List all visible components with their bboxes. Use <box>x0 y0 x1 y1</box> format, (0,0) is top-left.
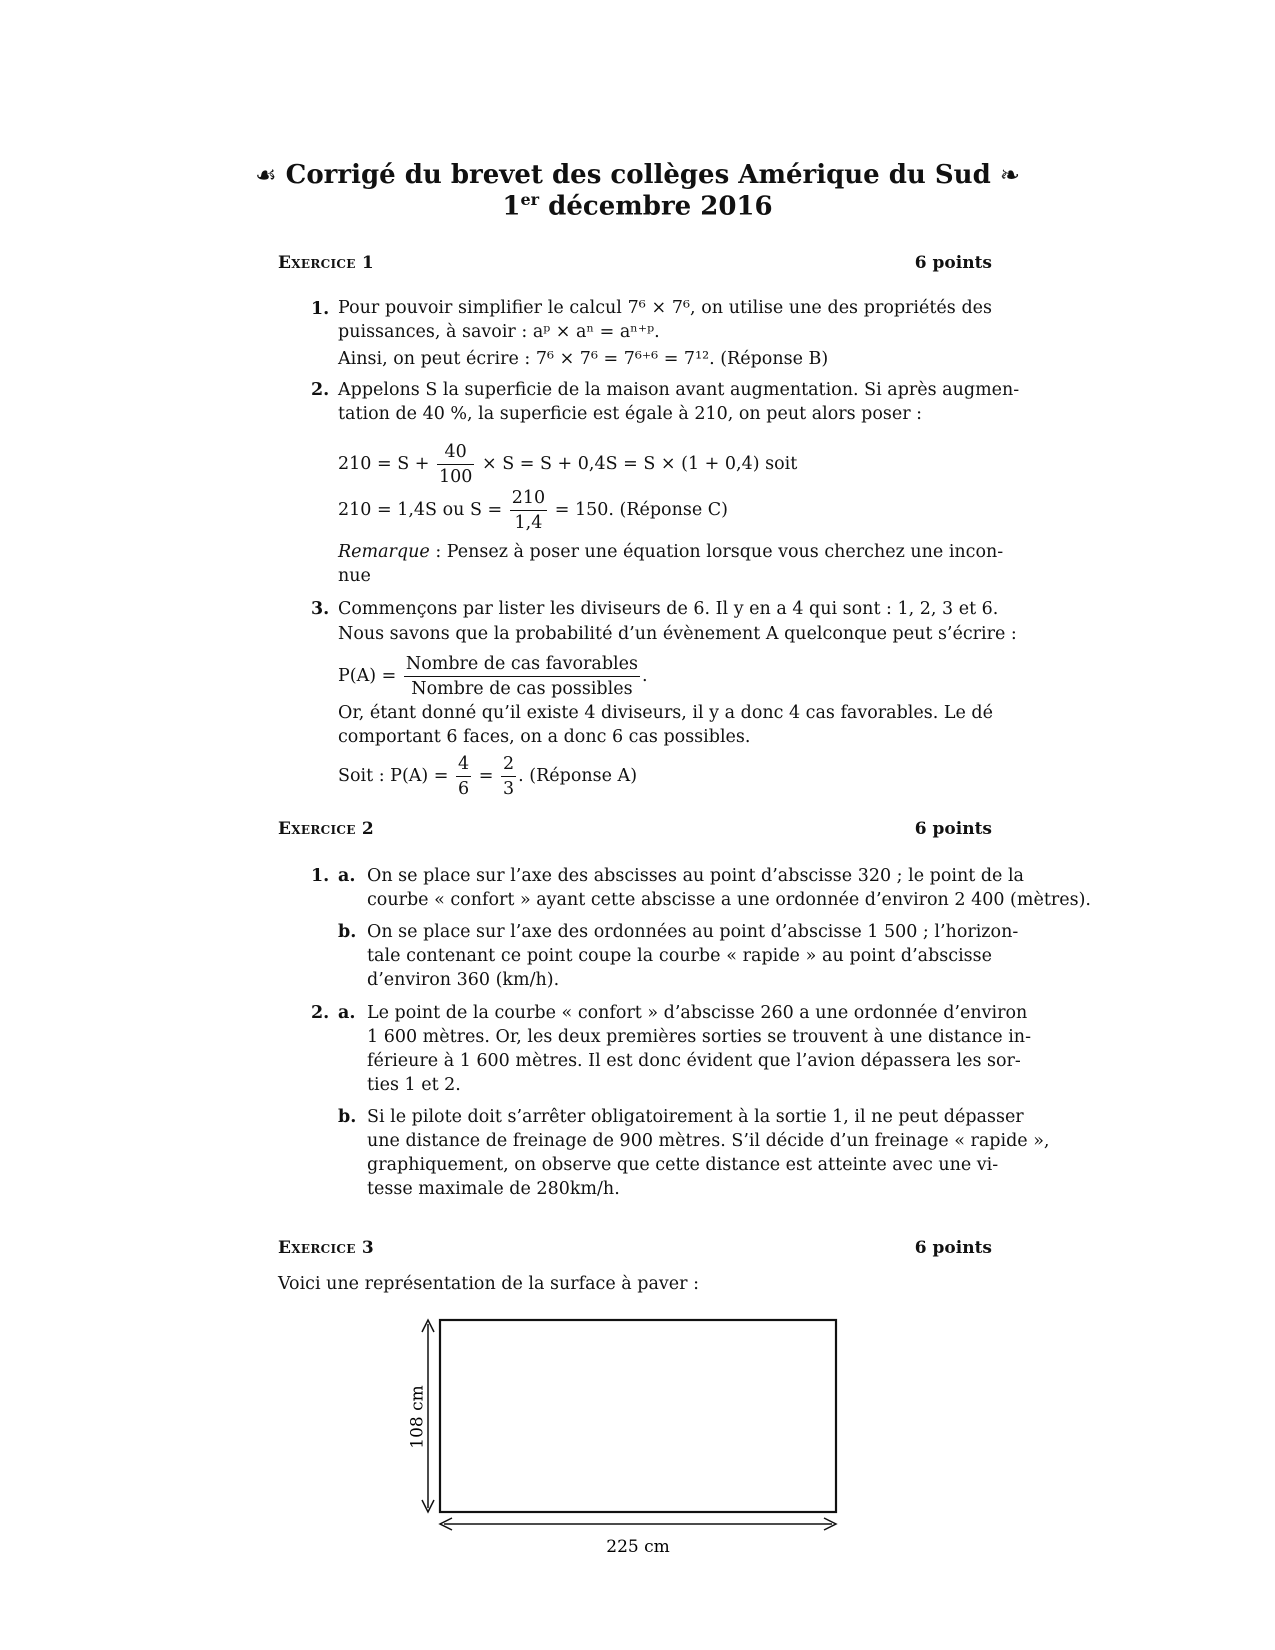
eq1-fraction-numerator: 40 <box>437 440 474 465</box>
ex1-q3-line4: comportant 6 faces, on a donc 6 cas possibles. <box>338 727 751 747</box>
eq1-right: × S = S + 0,4S = S × (1 + 0,4) soit <box>481 454 798 474</box>
ornament-left-icon: ☙ <box>255 161 277 189</box>
prob-numerator: Nombre de cas favorables <box>404 652 640 677</box>
ex1-q2-remark-line2: nue <box>338 566 371 586</box>
width-label: 225 cm <box>606 1537 670 1557</box>
ex2-q2-b-line2: une distance de freinage de 900 mètres. S’il décide d’un freinage « rapide », <box>367 1131 1050 1151</box>
ex2-q1-a-label: a. <box>338 866 356 886</box>
soit-fraction-1-numerator: 4 <box>456 752 471 777</box>
exercise-3-points: 6 points <box>914 1238 992 1258</box>
eq2-left: 210 = 1,4S ou S = <box>338 500 503 520</box>
remark-label: Remarque <box>338 542 430 562</box>
ex1-q2-equation-1 <box>338 440 797 489</box>
ex1-q2-number: 2. <box>311 380 330 400</box>
document-date <box>0 190 1275 222</box>
prob-right: . <box>641 666 648 686</box>
date-rest: décembre 2016 <box>548 191 773 222</box>
prob-left: P(A) = <box>338 666 397 686</box>
ex1-q2-remark-line1 <box>338 542 1004 562</box>
ex1-q3-number: 3. <box>311 599 330 619</box>
ex2-q1-a-line2: courbe « confort » ayant cette abscisse a une ordonnée d’environ 2 400 (mètres). <box>367 890 1091 910</box>
ex2-q1-b-line3: d’environ 360 (km/h). <box>367 970 560 990</box>
ex2-q2-a-line3: férieure à 1 600 mètres. Il est donc évident que l’avion dépassera les sor- <box>367 1051 1021 1071</box>
ex2-q2-b-label: b. <box>338 1107 357 1127</box>
soit-left: Soit : P(A) = <box>338 766 449 786</box>
soit-equals: = <box>478 766 494 786</box>
soit-fraction-1 <box>456 752 471 801</box>
ex2-q2-b-line3: graphiquement, on observe que cette distance est atteinte avec une vi- <box>367 1155 999 1175</box>
ex1-q3-line3: Or, étant donné qu’il existe 4 diviseurs, il y a donc 4 cas favorables. Le dé <box>338 703 993 723</box>
surface-figure <box>400 1310 860 1560</box>
ex3-intro: Voici une représentation de la surface à paver : <box>278 1274 699 1294</box>
exercise-3-header <box>278 1238 992 1258</box>
ex2-q1-a-line1: On se place sur l’axe des abscisses au point d’abscisse 320 ; le point de la <box>367 866 1024 886</box>
prob-fraction <box>404 652 640 701</box>
exercise-2-title: Exercice 2 <box>278 819 374 839</box>
remark-text: : Pensez à poser une équation lorsque vous cherchez une incon- <box>429 542 1004 562</box>
ex1-q1-line3: Ainsi, on peut écrire : 7⁶ × 7⁶ = 7⁶⁺⁶ = 7¹². (Réponse B) <box>338 349 829 369</box>
eq2-fraction <box>510 486 547 535</box>
soit-right: . (Réponse A) <box>518 766 638 786</box>
height-label: 108 cm <box>407 1385 428 1449</box>
exercise-1-header <box>278 253 992 273</box>
ex1-q3-probability-formula <box>338 652 648 701</box>
ex1-q2-line2: tation de 40 %, la superficie est égale à 210, on peut alors poser : <box>338 404 923 424</box>
eq1-fraction-denominator: 100 <box>438 467 473 487</box>
soit-fraction-2 <box>501 752 516 801</box>
soit-fraction-2-denominator: 3 <box>503 779 515 799</box>
prob-denominator: Nombre de cas possibles <box>411 679 633 699</box>
soit-fraction-2-numerator: 2 <box>501 752 516 777</box>
eq1-fraction <box>437 440 474 489</box>
exercise-1-points: 6 points <box>914 253 992 273</box>
ex2-q2-a-line2: 1 600 mètres. Or, les deux premières sorties se trouvent à une distance in- <box>367 1027 1031 1047</box>
ex2-q1-number: 1. <box>311 866 330 886</box>
exercise-1-title: Exercice 1 <box>278 253 374 273</box>
ex2-q2-b-line4: tesse maximale de 280km/h. <box>367 1179 620 1199</box>
ex2-q2-a-line4: ties 1 et 2. <box>367 1075 461 1095</box>
date-superscript: er <box>520 190 540 209</box>
ex2-q2-b-line1: Si le pilote doit s’arrêter obligatoirement à la sortie 1, il ne peut dépasser <box>367 1107 1024 1127</box>
ex2-q2-a-label: a. <box>338 1003 356 1023</box>
eq2-fraction-denominator: 1,4 <box>514 513 543 533</box>
ex2-q1-b-line2: tale contenant ce point coupe la courbe « rapide » au point d’abscisse <box>367 946 992 966</box>
exercise-3-title: Exercice 3 <box>278 1238 374 1258</box>
ornament-right-icon: ❧ <box>999 161 1020 189</box>
eq2-right: = 150. (Réponse C) <box>554 500 728 520</box>
ex1-q3-result <box>338 752 637 801</box>
ex1-q3-line1: Commençons par lister les diviseurs de 6. Il y en a 4 qui sont : 1, 2, 3 et 6. <box>338 599 999 619</box>
ex2-q1-b-label: b. <box>338 922 357 942</box>
ex1-q1-number: 1. <box>311 299 330 319</box>
eq1-left: 210 = S + <box>338 454 430 474</box>
ex1-q2-equation-2 <box>338 486 728 535</box>
width-arrow <box>440 1518 836 1530</box>
eq2-fraction-numerator: 210 <box>510 486 547 511</box>
ex1-q1-line1: Pour pouvoir simplifier le calcul 7⁶ × 7⁶, on utilise une des propriétés des <box>338 298 992 318</box>
surface-rectangle <box>440 1320 836 1512</box>
ex1-q1-line2: puissances, à savoir : aᵖ × aⁿ = aⁿ⁺ᵖ. <box>338 322 660 342</box>
exercise-2-header <box>278 819 992 839</box>
soit-fraction-1-denominator: 6 <box>458 779 470 799</box>
exercise-2-points: 6 points <box>914 819 992 839</box>
ex1-q2-line1: Appelons S la superficie de la maison avant augmentation. Si après augmen- <box>338 380 1020 400</box>
title-text: Corrigé du brevet des collèges Amérique du Sud <box>285 160 991 190</box>
ex2-q2-a-line1: Le point de la courbe « confort » d’abscisse 260 a une ordonnée d’environ <box>367 1003 1028 1023</box>
ex2-q1-b-line1: On se place sur l’axe des ordonnées au point d’abscisse 1 500 ; l’horizon- <box>367 922 1019 942</box>
document-title <box>0 160 1275 190</box>
ex2-q2-number: 2. <box>311 1003 330 1023</box>
ex1-q3-line2: Nous savons que la probabilité d’un évènement A quelconque peut s’écrire : <box>338 624 1017 644</box>
date-number: 1 <box>502 191 521 222</box>
